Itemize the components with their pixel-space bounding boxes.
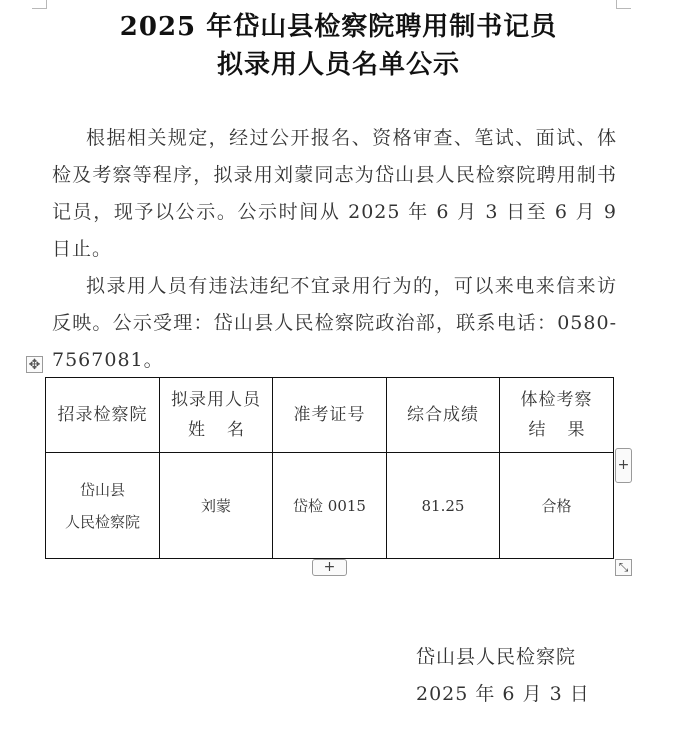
body-paragraph-1: 根据相关规定，经过公开报名、资格审查、笔试、面试、体检及考察等程序，拟录用刘蒙同志为岱山县人民检察院聘用制书记员，现予以公示。公示时间从 2025 年 6 月 3 日至 6 月 9 日止。 <box>52 127 617 260</box>
table-row <box>46 453 614 559</box>
add-row-plus-icon: + <box>323 559 336 575</box>
result-table <box>45 377 614 559</box>
header-exam-id: 准考证号 <box>273 378 387 453</box>
cell-result: 合格 <box>500 453 614 559</box>
signature-organization: 岱山县人民检察院 <box>416 646 577 668</box>
cell-exam-id: 岱检 0015 <box>273 453 387 559</box>
table-resize-handle-icon[interactable]: ⤡ <box>615 559 632 576</box>
cell-unit <box>46 453 160 559</box>
document-title-line-1: 2025 年岱山县检察院聘用制书记员 <box>119 12 558 42</box>
header-result-line-2: 结果 <box>528 420 607 440</box>
document-title-line-2: 拟录用人员名单公示 <box>216 50 460 80</box>
add-row-button[interactable] <box>312 559 347 576</box>
cell-name: 刘蒙 <box>160 453 273 559</box>
header-name-line-1: 拟录用人员 <box>171 390 261 410</box>
add-column-button[interactable] <box>615 448 632 483</box>
header-result-line-1: 体检考察 <box>520 390 593 410</box>
table-move-handle-icon[interactable]: ✥ <box>26 356 43 373</box>
header-result <box>500 378 614 453</box>
header-unit: 招录检察院 <box>46 378 160 453</box>
table-header-row <box>46 378 614 453</box>
cell-unit-line-1: 岱山县 <box>79 480 125 499</box>
add-column-plus-icon: + <box>617 457 630 473</box>
header-score: 综合成绩 <box>387 378 500 453</box>
header-name <box>160 378 273 453</box>
body-paragraph-2: 拟录用人员有违法违纪不宜录用行为的，可以来电来信来访反映。公示受理：岱山县人民检察院政治部，联系电话：0580-7567081。 <box>52 275 617 371</box>
header-name-line-2: 姓名 <box>188 420 266 440</box>
signature-date: 2025 年 6 月 3 日 <box>416 683 590 705</box>
cell-unit-line-2: 人民检察院 <box>64 512 140 531</box>
cell-score: 81.25 <box>387 453 500 559</box>
